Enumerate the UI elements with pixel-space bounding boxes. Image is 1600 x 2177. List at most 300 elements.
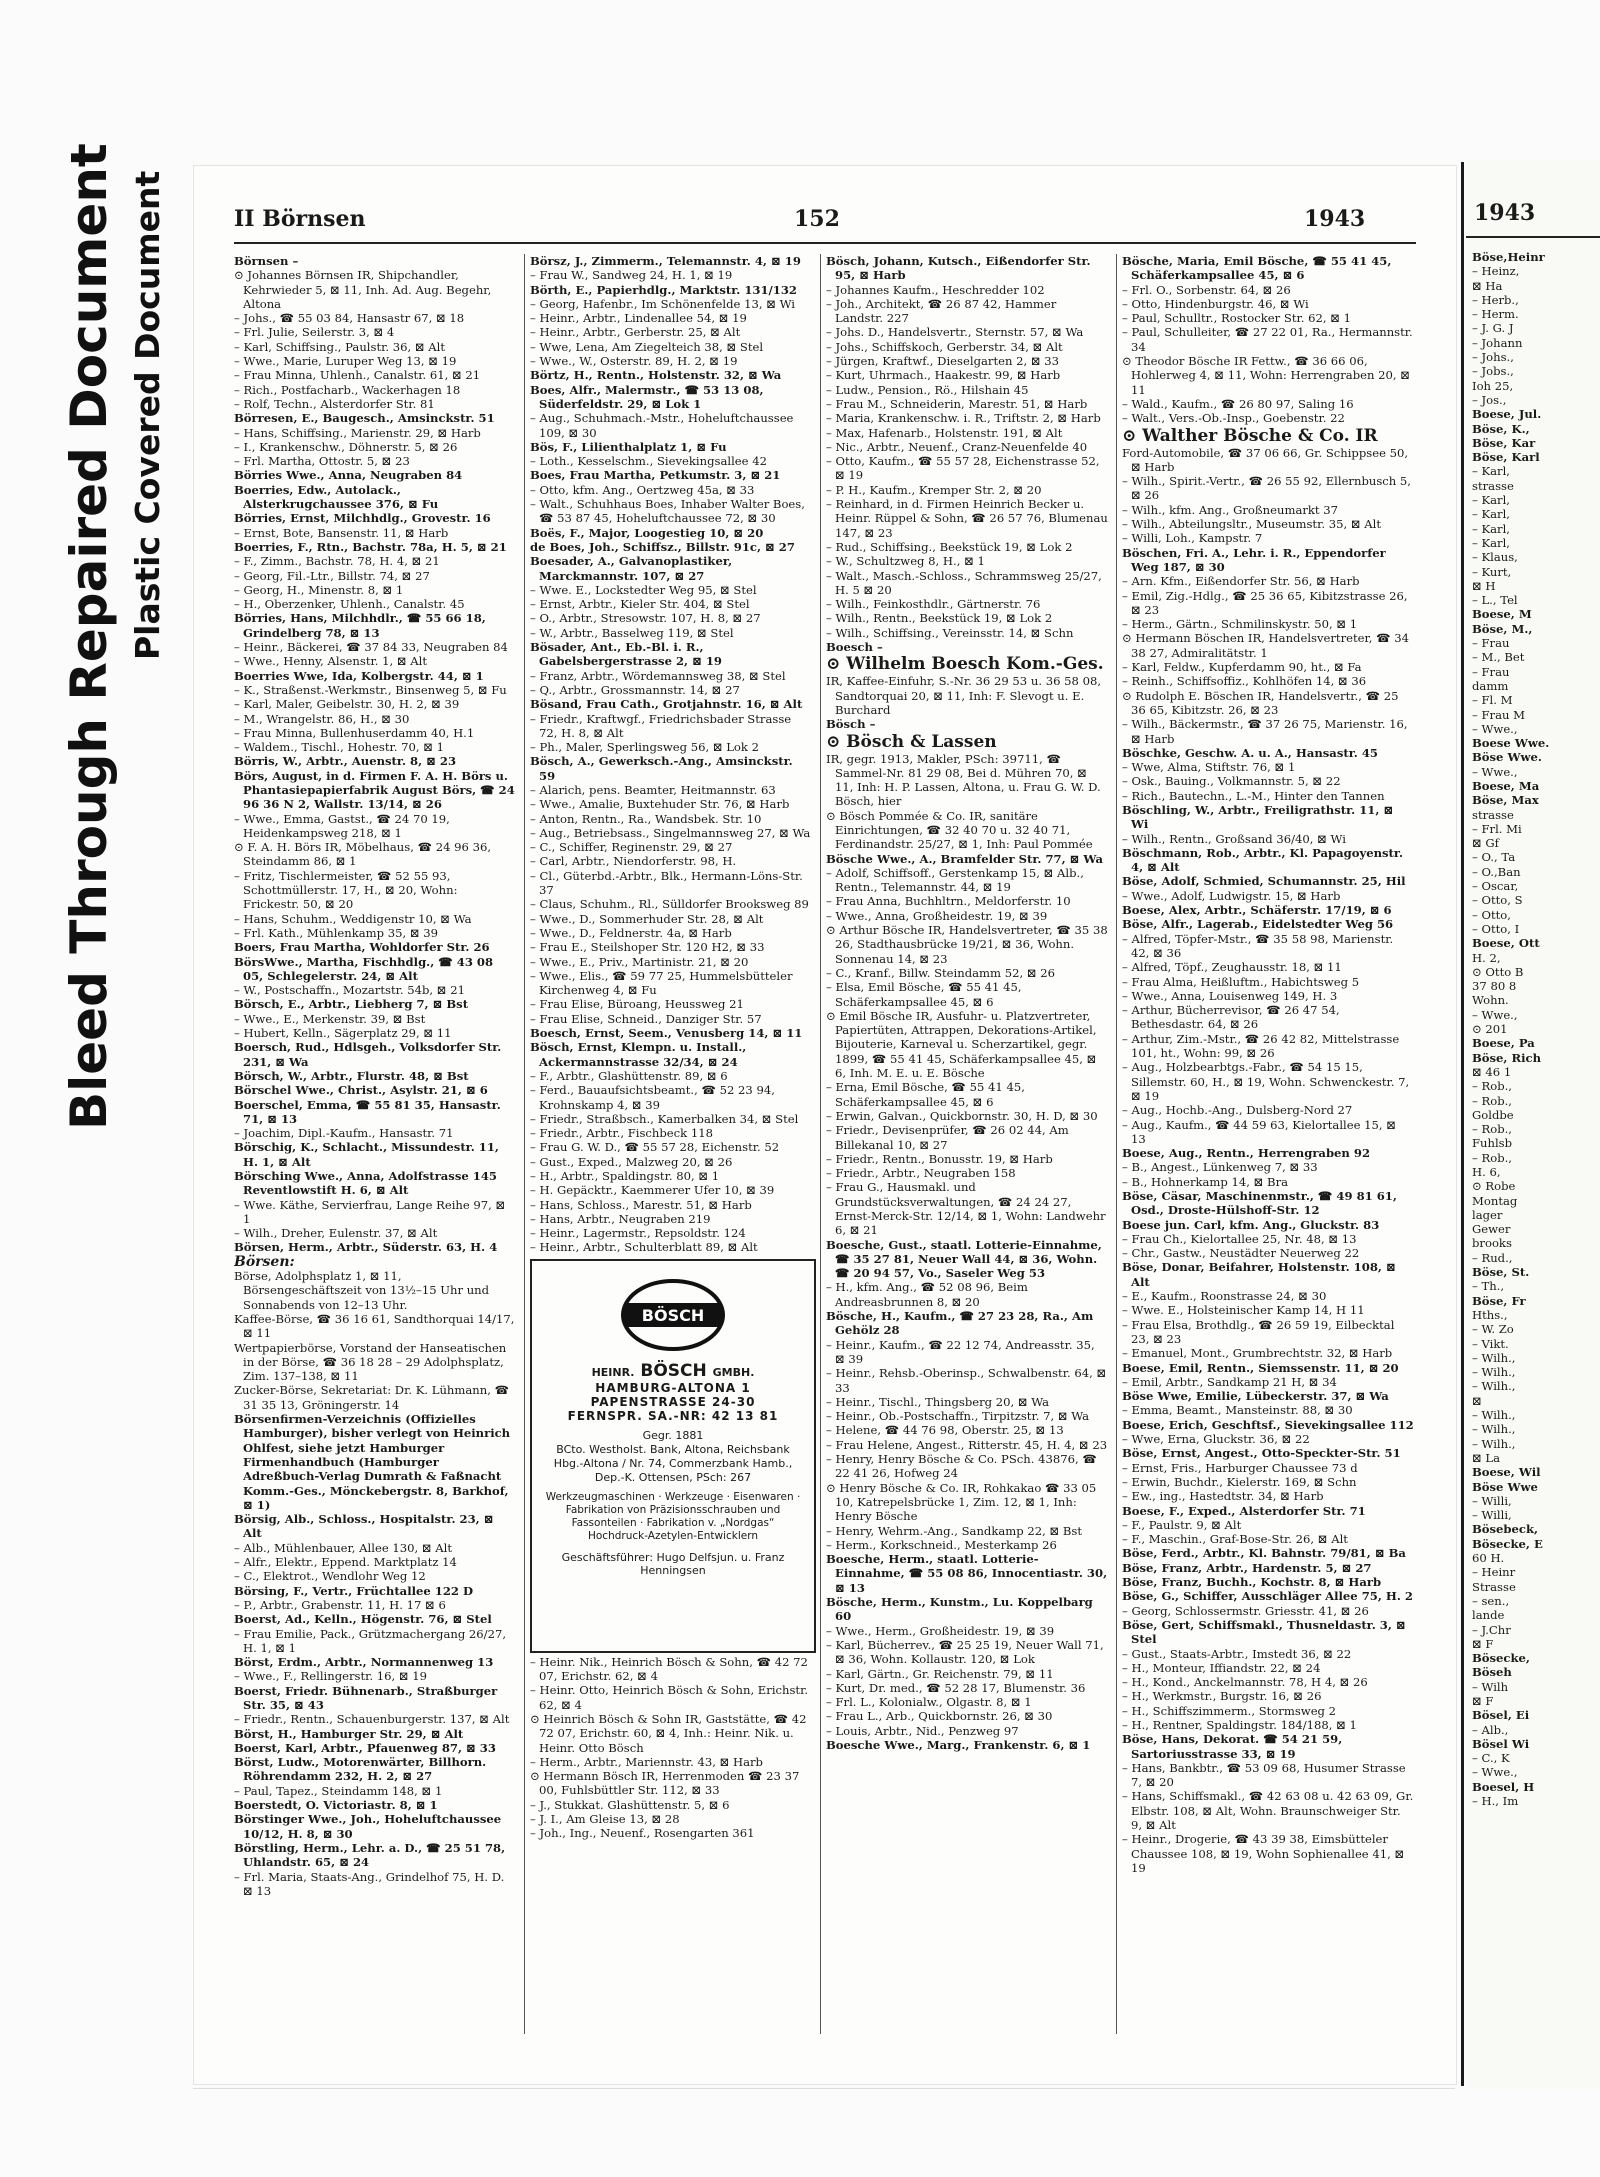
directory-entry: – Ludw., Pension., Rö., Hilshain 45 [826, 382, 1029, 397]
adjacent-entry: – C., K [1472, 1751, 1510, 1766]
directory-entry: – H., kfm. Ang., ☎ 52 08 96, Beim Andreasbrunnen 8, ⊠ 20 [826, 1280, 1028, 1309]
directory-entry: – Wwe, Erna, Gluckstr. 36, ⊠ 22 [1122, 1432, 1310, 1447]
adjacent-entry: Böse Wwe [1472, 1479, 1538, 1494]
directory-entry: – H., Oberzenker, Uhlenh., Canalstr. 45 [234, 597, 465, 612]
directory-entry: – Claus, Schuhm., Rl., Sülldorfer Brooksweg 89 [530, 897, 809, 912]
directory-entry: – Frau G., Hausmakl. und Grundstücksverwaltungen, ☎ 24 24 27, Ernst-Merck-Str. 12/14, ⊠ 1, Wohn: Landwehr 6, ⊠ 21 [826, 1180, 1106, 1238]
adjacent-entry: – Frau M [1472, 707, 1526, 722]
directory-entry: Bösch – [826, 717, 876, 732]
directory-entry: – Heinr. Otto, Heinrich Bösch & Sohn, Erichstr. 62, ⊠ 4 [530, 1683, 809, 1712]
directory-entry: ⊙ Hermann Bösch IR, Herrenmoden ☎ 23 37 00, Fuhlsbüttler Str. 112, ⊠ 33 [530, 1769, 800, 1798]
adjacent-entry: – Vikt. [1472, 1336, 1509, 1351]
directory-entry: – P. H., Kaufm., Kremper Str. 2, ⊠ 20 [826, 482, 1042, 497]
directory-entry: – Wwe, Lena, Am Ziegelteich 38, ⊠ Stel [530, 339, 764, 354]
adjacent-entry: – Otto, S [1472, 893, 1523, 908]
directory-entry: – Ernst, Fris., Harburger Chaussee 73 d [1122, 1460, 1358, 1475]
directory-entry: Börnsen – [234, 254, 299, 268]
adjacent-entry: – Klaus, [1472, 550, 1518, 565]
directory-entry: – C., Schiffer, Reginenstr. 29, ⊠ 27 [530, 840, 733, 855]
directory-entry: – Emil, Arbtr., Sandkamp 21 H, ⊠ 34 [1122, 1374, 1337, 1389]
directory-entry: – Friedr., Arbtr., Neugraben 158 [826, 1166, 1016, 1181]
directory-entry: ⊙ Arthur Bösche IR, Handelsvertreter, ☎ 35 38 26, Stadthausbrücke 19/21, ⊠ 36, Wohn. Sonnenau 14, ⊠ 23 [826, 923, 1108, 966]
directory-entry: – Chr., Gastw., Neustädter Neuerweg 22 [1122, 1246, 1360, 1261]
directory-entry: – Reinh., Schiffsoffiz., Kohlhöfen 14, ⊠ 36 [1122, 674, 1367, 689]
directory-entry: – Friedr., Arbtr., Fischbeck 118 [530, 1126, 713, 1141]
directory-entry: – H., Kond., Anckelmannstr. 78, H 4, ⊠ 26 [1122, 1675, 1368, 1690]
adjacent-entry: Boese Wwe. [1472, 736, 1550, 751]
directory-entry: Börs, August, in d. Firmen F. A. H. Börs u. Phantasiepapierfabrik August Börs, ☎ 24 96 36 N 2, Wallstr. 13/14, ⊠ 26 [234, 768, 515, 812]
directory-entry: – E., Kaufm., Roonstrasse 24, ⊠ 30 [1122, 1289, 1327, 1304]
adjacent-entry: Wohn. [1472, 993, 1509, 1008]
directory-entry: – Osk., Bauing., Volkmannstr. 5, ⊠ 22 [1122, 774, 1341, 789]
adjacent-entry: – Kurt, [1472, 564, 1512, 579]
directory-entry: ⊙ Wilhelm Boesch Kom.-Ges. [826, 654, 1104, 675]
directory-entry: – Frau G. W. D., ☎ 55 57 28, Eichenstr. 52 [530, 1140, 780, 1155]
directory-entry: – H., Rentner, Spaldingstr. 184/188, ⊠ 1 [1122, 1717, 1357, 1732]
directory-entry: – Gust., Staats-Arbtr., Imstedt 36, ⊠ 22 [1122, 1646, 1352, 1661]
bottom-edge [193, 2088, 1455, 2089]
directory-entry: IR, Kaffee-Einfuhr, S.-Nr. 36 29 53 u. 36 58 08, Sandtorquai 20, ⊠ 11, Inh: F. Slevogt u. E. Burchard [826, 674, 1102, 717]
directory-entry: – Erwin, Galvan., Quickbornstr. 30, H. D, ⊠ 30 [826, 1108, 1098, 1123]
directory-entry: – Wwe., Marie, Luruper Weg 13, ⊠ 19 [234, 354, 457, 369]
directory-entry: – Frau Anna, Buchhltrn., Meldorferstr. 10 [826, 894, 1071, 909]
adjacent-entry: – Rob., [1472, 1122, 1512, 1137]
directory-entry: – F., Arbtr., Glashüttenstr. 89, ⊠ 6 [530, 1068, 728, 1083]
adjacent-entry: – O., Ta [1472, 850, 1516, 865]
directory-entry: – Wilh., kfm. Ang., Großneumarkt 37 [1122, 502, 1339, 517]
adjacent-entry: – Johann [1472, 335, 1523, 350]
directory-entry: – Frl. Maria, Staats-Ang., Grindelhof 75, H. D. ⊠ 13 [234, 1869, 505, 1898]
directory-entry: – Joachim, Dipl.-Kaufm., Hansastr. 71 [234, 1126, 454, 1141]
directory-entry: – Rich., Bautechn., L.-M., Hinter den Tannen [1122, 788, 1385, 803]
directory-entry: Böse, Franz, Arbtr., Hardenstr. 5, ⊠ 27 [1122, 1560, 1372, 1575]
directory-entry: Böschke, Geschw. A. u. A., Hansastr. 45 [1122, 745, 1378, 760]
ad-products: Werkzeugmaschinen · Werkzeuge · Eisenwaren · Fabrikation von Präzisionsschrauben und Fassonteilen · Fabrikation v. „Nordgas“ Hochdruck-Azetylen-Entwicklern [545, 1491, 801, 1542]
adjacent-entry: Gewer [1472, 1222, 1511, 1237]
directory-entry: Börsig, Alb., Schloss., Hospitalstr. 23, ⊠ Alt [234, 1512, 494, 1541]
directory-entry: – Joh., Architekt, ☎ 26 87 42, Hammer Landstr. 227 [826, 296, 1057, 326]
directory-entry: – Willi, Loh., Kampstr. 7 [1122, 531, 1263, 546]
adjacent-entry: – Rob., [1472, 1093, 1512, 1108]
directory-entry: – Karl, Gärtn., Gr. Reichenstr. 79, ⊠ 11 [826, 1666, 1054, 1681]
adjacent-entry: Böse, Fr [1472, 1293, 1526, 1308]
plastic-covered-label: Plastic Covered Document [128, 170, 167, 660]
adjacent-entry: H. 6, [1472, 1165, 1501, 1179]
directory-entry: – Johs., ☎ 55 03 84, Hansastr 67, ⊠ 18 [234, 311, 465, 326]
directory-entry: – Wwe., Emma, Gastst., ☎ 24 70 19, Heidenkampsweg 218, ⊠ 1 [234, 811, 450, 840]
adjacent-entry: – Johs., [1472, 350, 1514, 365]
adjacent-header-rule [1466, 236, 1600, 238]
adjacent-entry: Fuhlsb [1472, 1136, 1513, 1151]
directory-entry: – Frau Minna, Bullenhuserdamm 40, H.1 [234, 725, 475, 740]
adjacent-entry: – Rud., [1472, 1250, 1513, 1265]
directory-entry: Boës, F., Major, Loogestieg 10, ⊠ 20 [530, 525, 764, 540]
directory-entry: – Walt., Schuhhaus Boes, Inhaber Walter Boes, ☎ 53 87 45, Hoheluftchaussee 72, ⊠ 30 [530, 497, 805, 526]
directory-entry: – Wwe. E., Holsteinischer Kamp 14, H 11 [1122, 1303, 1365, 1318]
adjacent-entry: Bösecke, [1472, 1651, 1530, 1666]
adjacent-entry: – Th., [1472, 1279, 1505, 1294]
adjacent-entry: – Wilh., [1472, 1379, 1516, 1394]
adjacent-entry: – O.,Ban [1472, 864, 1521, 879]
directory-entry: – H. Gepäcktr., Kaemmerer Ufer 10, ⊠ 39 [530, 1183, 775, 1198]
adjacent-entry: ⊠ 46 1 [1472, 1064, 1512, 1079]
directory-entry: – Ew., ing., Hastedtstr. 34, ⊠ Harb [1122, 1489, 1324, 1504]
directory-entry: – Heinr., Drogerie, ☎ 43 39 38, Eimsbütteler Chaussee 108, ⊠ 19, Wohn Sophienallee 41, ⊠ 19 [1122, 1832, 1405, 1875]
directory-entry: – Erwin, Buchdr., Kielerstr. 169, ⊠ Schn [1122, 1474, 1357, 1489]
adjacent-entry: – Oscar, [1472, 879, 1519, 894]
directory-entry: – Kurt, Dr. med., ☎ 52 28 17, Blumenstr. 36 [826, 1680, 1086, 1695]
adjacent-entry: – Frl. Mi [1472, 821, 1522, 836]
directory-entry: – C., Elektrot., Wendlohr Weg 12 [234, 1569, 426, 1584]
directory-entry: ⊙ Johannes Börnsen IR, Shipchandler, Kehrwieder 5, ⊠ 11, Inh. Ad. Aug. Begehr, Altona [234, 268, 492, 311]
directory-entry: Börschel Wwe., Christ., Asylstr. 21, ⊠ 6 [234, 1083, 488, 1098]
directory-entry: – Hans, Bankbtr., ☎ 53 09 68, Husumer Strasse 7, ⊠ 20 [1122, 1760, 1406, 1790]
directory-entry: – H., Schiffszimmerm., Stormsweg 2 [1122, 1703, 1337, 1718]
adjacent-entry: – Wwe., [1472, 1765, 1518, 1780]
directory-entry: – Wilh., Dreher, Eulenstr. 37, ⊠ Alt [234, 1226, 438, 1241]
adjacent-entry: – Willi, [1472, 1493, 1512, 1508]
directory-entry: – Heinr., Lagermstr., Repsoldstr. 124 [530, 1226, 746, 1241]
directory-entry: – Wwe., Amalie, Buxtehuder Str. 76, ⊠ Harb [530, 797, 790, 812]
adjacent-page-column [1472, 250, 1600, 2040]
directory-entry: Böse, Ferd., Arbtr., Kl. Bahnstr. 79/81, ⊠ Ba [1122, 1546, 1406, 1561]
adjacent-entry: Böse, Rich [1472, 1050, 1542, 1065]
directory-entry: – Maria, Krankenschw. i. R., Triftstr. 2, ⊠ Harb [826, 411, 1101, 426]
directory-entry: – Rud., Schiffsing., Beekstück 19, ⊠ Lok 2 [826, 539, 1073, 554]
bosch-logo [618, 1275, 728, 1355]
directory-entry: – Wwe., W., Osterstr. 89, H. 2, ⊠ 19 [530, 354, 738, 369]
directory-entry: – Aug., Betriebsass., Singelmannsweg 27, ⊠ Wa [530, 825, 811, 840]
directory-entry: Boesche Wwe., Marg., Frankenstr. 6, ⊠ 1 [826, 1737, 1091, 1752]
directory-entry: – Johs. D., Handelsvertr., Sternstr. 57, ⊠ Wa [826, 325, 1084, 340]
adjacent-entry: – Karl, [1472, 507, 1510, 522]
adjacent-entry: ⊠ F [1472, 1636, 1494, 1651]
logo-text: BÖSCH [641, 1306, 705, 1325]
directory-entry: Boesch, Ernst, Seem., Venusberg 14, ⊠ 11 [530, 1026, 803, 1041]
adjacent-entry: – Wwe., [1472, 721, 1518, 736]
ad-bank: BCto. Westholst. Bank, Altona, Reichsbank Hbg.-Altona / Nr. 74, Commerzbank Hamb., Dep.-K. Ottensen, PSch: 267 [553, 1443, 793, 1484]
directory-entry: Börst, Erdm., Arbtr., Normannenweg 13 [234, 1655, 494, 1670]
directory-entry: – Wwe., Elis., ☎ 59 77 25, Hummelsbütteler Kirchenweg 4, ⊠ Fu [530, 968, 793, 998]
adjacent-entry: – Frau [1472, 636, 1510, 651]
directory-entry: – P., Arbtr., Grabenstr. 11, H. 17 ⊠ 6 [234, 1597, 446, 1612]
adjacent-entry: ⊠ Gf [1472, 836, 1499, 851]
directory-entry: – Frl. Julie, Seilerstr. 3, ⊠ 4 [234, 325, 395, 340]
directory-entry: – Paul, Schulleiter, ☎ 27 22 01, Ra., Hermannstr. 34 [1122, 325, 1413, 354]
directory-entry: Bösch, Ernst, Klempn. u. Install., Ackermannstrasse 32/34, ⊠ 24 [530, 1040, 747, 1069]
directory-entry: Böse, Donar, Beifahrer, Holstenstr. 108, ⊠ Alt [1122, 1260, 1396, 1289]
column-3 [826, 254, 1108, 2044]
adjacent-entry: strasse [1472, 478, 1514, 493]
directory-entry: – W., Arbtr., Basselweg 119, ⊠ Stel [530, 625, 734, 640]
column-4 [1122, 254, 1414, 2044]
adjacent-entry: – Otto, I [1472, 921, 1520, 936]
header-rule [234, 242, 1416, 244]
adjacent-entry: Böse, K., [1472, 421, 1530, 436]
adjacent-entry: Boesel, H [1472, 1779, 1535, 1794]
directory-entry: BörsWwe., Martha, Fischhdlg., ☎ 43 08 05, Schlegelerstr. 24, ⊠ Alt [234, 954, 494, 983]
directory-entry: – Alb., Mühlenbauer, Allee 130, ⊠ Alt [234, 1540, 453, 1555]
adjacent-entry: ⊠ La [1472, 1450, 1501, 1465]
directory-entry: ⊙ Bösch Pommée & Co. IR, sanitäre Einrichtungen, ☎ 32 40 70 u. 32 40 71, Ferdinandstr. 25/27, ⊠ 1, Inh: Paul Pommée [826, 808, 1093, 852]
adjacent-entry: Ioh 25, [1472, 378, 1514, 393]
directory-entry: – Elsa, Emil Bösche, ☎ 55 41 45, Schäferkampsallee 45, ⊠ 6 [826, 980, 1022, 1009]
adjacent-entry: Boese, Ma [1472, 778, 1540, 793]
page-gutter [1461, 162, 1464, 2086]
directory-entry: – Heinr., Rehsb.-Oberinsp., Schwalbenstr. 64, ⊠ 33 [826, 1366, 1107, 1395]
directory-entry: Börse, Adolphsplatz 1, ⊠ 11, Börsengeschäftszeit von 13½–15 Uhr und Sonnabends von 12–13 Uhr. [234, 1269, 490, 1312]
directory-entry: – Erna, Emil Bösche, ☎ 55 41 45, Schäferkampsallee 45, ⊠ 6 [826, 1080, 1025, 1109]
directory-entry: Boes, Frau Martha, Petkumstr. 3, ⊠ 21 [530, 468, 781, 483]
adjacent-entry: – Karl, [1472, 464, 1510, 479]
directory-entry: – Frau E., Steilshoper Str. 120 H2, ⊠ 33 [530, 940, 765, 955]
directory-entry: – Q., Arbtr., Grossmannstr. 14, ⊠ 27 [530, 682, 740, 697]
adjacent-entry: Boese, Pa [1472, 1036, 1535, 1051]
page-number: 152 [794, 206, 840, 232]
directory-entry: Boerstedt, O. Victoriastr. 8, ⊠ 1 [234, 1798, 438, 1813]
directory-entry: – Rich., Postfacharb., Wackerhagen 18 [234, 382, 461, 397]
adjacent-entry: Böse, Max [1472, 793, 1539, 808]
directory-entry: Bösche, H., Kaufm., ☎ 27 23 28, Ra., Am Gehölz 28 [826, 1309, 1094, 1338]
ad-firm-name: BÖSCH [640, 1361, 707, 1381]
adjacent-entry: – Karl, [1472, 535, 1510, 550]
directory-entry: – H., Arbtr., Spaldingstr. 80, ⊠ 1 [530, 1169, 720, 1183]
directory-entry: – Walt., Masch.-Schloss., Schrammsweg 25/27, H. 5 ⊠ 20 [826, 568, 1102, 597]
directory-entry: – Frl. Martha, Ottostr. 5, ⊠ 23 [234, 454, 410, 469]
directory-entry: – Frau Ch., Kielortallee 25, Nr. 48, ⊠ 13 [1122, 1231, 1357, 1246]
directory-entry: – Aug., Hochb.-Ang., Dulsberg-Nord 27 [1122, 1103, 1353, 1118]
directory-entry: – Kurt, Uhrmach., Haakestr. 99, ⊠ Harb [826, 368, 1061, 383]
directory-entry: – Georg, Fil.-Ltr., Billstr. 74, ⊠ 27 [234, 568, 430, 583]
directory-entry: Börsch, W., Arbtr., Flurstr. 48, ⊠ Bst [234, 1068, 469, 1083]
directory-entry: – H., Werkmstr., Burgstr. 16, ⊠ 26 [1122, 1689, 1322, 1704]
directory-entry: Börtz, H., Rentn., Holstenstr. 32, ⊠ Wa [530, 368, 782, 383]
directory-entry: – Wilh., Spirit.-Vertr., ☎ 26 55 92, Ellernbusch 5, ⊠ 26 [1122, 474, 1411, 503]
directory-entry: – Wilh., Feinkosthdlr., Gärtnerstr. 76 [826, 597, 1041, 612]
directory-entry: – Karl, Maler, Geibelstr. 30, H. 2, ⊠ 39 [234, 697, 460, 712]
adjacent-page [1466, 160, 1600, 2088]
directory-entry: Bösch, Johann, Kutsch., Eißendorfer Str. 95, ⊠ Harb [826, 254, 1091, 283]
directory-entry: Ford-Automobile, ☎ 37 06 66, Gr. Schippsee 50, ⊠ Harb [1122, 445, 1409, 474]
directory-entry: Boerschel, Emma, ☎ 55 81 35, Hansastr. 71, ⊠ 13 [234, 1097, 501, 1126]
directory-entry: Zucker-Börse, Sekretariat: Dr. K. Lühmann, ☎ 31 35 13, Gröningerstr. 14 [234, 1383, 510, 1412]
directory-entry: Börris, W., Arbtr., Auenstr. 8, ⊠ 23 [234, 754, 457, 769]
directory-entry: – Paul, Schulltr., Rostocker Str. 62, ⊠ 1 [1122, 311, 1352, 326]
directory-entry: – Otto, Kaufm., ☎ 55 57 28, Eichenstrasse 52, ⊠ 19 [826, 454, 1100, 483]
directory-entry: – Joh., Ing., Neuenf., Rosengarten 361 [530, 1826, 755, 1841]
directory-entry: – Hubert, Kelln., Sägerplatz 29, ⊠ 11 [234, 1026, 452, 1041]
adjacent-entry: Böse Wwe. [1472, 750, 1542, 765]
adjacent-entry: Strasse [1472, 1579, 1516, 1594]
adjacent-entry: damm [1472, 678, 1509, 693]
adjacent-entry: Böse, Kar [1472, 435, 1536, 450]
directory-entry: – Hans, Schiffsing., Marienstr. 29, ⊠ Harb [234, 425, 481, 440]
directory-entry: Böse, Ernst, Angest., Otto-Speckter-Str. 51 [1122, 1446, 1401, 1461]
adjacent-entry: – Rob., [1472, 1150, 1512, 1165]
directory-entry: – Frau M., Schneiderin, Marestr. 51, ⊠ Harb [826, 396, 1088, 411]
directory-entry: Boese jun. Carl, kfm. Ang., Gluckstr. 83 [1122, 1217, 1380, 1232]
page-header-left: II Börnsen [234, 206, 366, 232]
directory-entry: – Heinr. Nik., Heinrich Bösch & Sohn, ☎ 42 72 07, Erichstr. 62, ⊠ 4 [530, 1654, 808, 1684]
directory-entry: – Alfred, Töpf., Zeughausstr. 18, ⊠ 11 [1122, 960, 1342, 975]
adjacent-entry: – W. Zo [1472, 1322, 1514, 1337]
directory-entry: – Helene, ☎ 44 76 98, Oberstr. 25, ⊠ 13 [826, 1423, 1064, 1438]
adjacent-entry: ⊙ 201 [1472, 1022, 1508, 1037]
adjacent-entry: – Wwe., [1472, 764, 1518, 779]
column-2 [530, 254, 812, 2044]
directory-entry: – Otto, kfm. Ang., Oertzweg 45a, ⊠ 33 [530, 482, 755, 497]
directory-entry: – J., Stukkat. Glashüttenstr. 5, ⊠ 6 [530, 1797, 730, 1812]
directory-entry: – Wwe., D., Sommerhuder Str. 28, ⊠ Alt [530, 911, 764, 926]
directory-entry: – Frau Emilie, Pack., Grützmachergang 26/27, H. 1, ⊠ 1 [234, 1626, 507, 1655]
adjacent-entry: ⊠ F [1472, 1693, 1494, 1708]
column-1 [234, 254, 516, 2044]
directory-entry: – Emil, Zig.-Hdlg., ☎ 25 36 65, Kibitzstrasse 26, ⊠ 23 [1122, 588, 1408, 617]
directory-entry: Böse, Adolf, Schmied, Schumannstr. 25, Hil [1122, 874, 1406, 889]
directory-page [193, 165, 1457, 2085]
ad-managers: Geschäftsführer: Hugo Delfsjun. u. Franz Henningsen [561, 1551, 785, 1577]
directory-entry: ⊙ Bösch & Lassen [826, 731, 997, 752]
directory-entry: – Emma, Beamt., Mansteinstr. 88, ⊠ 30 [1122, 1403, 1353, 1418]
directory-entry: – Karl, Schiffsing., Paulstr. 36, ⊠ Alt [234, 339, 446, 354]
adjacent-page-year: 1943 [1474, 200, 1536, 226]
adjacent-entry: – M., Bet [1472, 650, 1525, 665]
directory-entry: – Carl, Arbtr., Niendorferstr. 98, H. [530, 854, 737, 869]
ad-street: PAPENSTRASSE 24-30 [590, 1395, 756, 1409]
directory-entry: – Heinr., Arbtr., Lindenallee 54, ⊠ 19 [530, 311, 747, 326]
directory-entry: Bösche, Herm., Kunstm., Lu. Koppelbarg 60 [826, 1595, 1093, 1624]
directory-entry: – Aug., Schuhmach.-Mstr., Hoheluftchaussee 109, ⊠ 30 [530, 411, 794, 440]
directory-entry: – Georg, H., Minenstr. 8, ⊠ 1 [234, 582, 404, 597]
adjacent-entry: Bösel Wi [1472, 1736, 1530, 1751]
directory-entry: Boerries, Edw., Autolack., Alsterkrugchaussee 376, ⊠ Fu [234, 482, 439, 512]
directory-entry: – Georg, Hafenbr., Im Schönenfelde 13, ⊠ Wi [530, 296, 796, 311]
directory-entry: Böschen, Fri. A., Lehr. i. R., Eppendorfer Weg 187, ⊠ 30 [1122, 545, 1386, 574]
directory-entry: – C., Kranf., Billw. Steindamm 52, ⊠ 26 [826, 965, 1055, 980]
directory-entry: Börst, H., Hamburger Str. 29, ⊠ Alt [234, 1726, 464, 1741]
directory-entry: – F., Maschin., Graf-Bose-Str. 26, ⊠ Alt [1122, 1532, 1348, 1547]
directory-entry: – Ferd., Bauaufsichtsbeamt., ☎ 52 23 94, Krohnskamp 4, ⊠ 39 [530, 1083, 775, 1112]
page-year: 1943 [1304, 206, 1366, 232]
adjacent-entry: – Fl. M [1472, 693, 1513, 708]
adjacent-entry: – Jobs., [1472, 364, 1514, 379]
directory-entry: – Heinr., Bäckerei, ☎ 37 84 33, Neugraben 84 [234, 640, 508, 655]
bleed-through-label: Bleed Through Repaired Document [60, 143, 118, 1130]
directory-entry: Bösader, Ant., Eb.-Bl. i. R., Gabelsbergerstrasse 2, ⊠ 19 [530, 640, 723, 669]
adjacent-entry: Bösel, Ei [1472, 1708, 1530, 1723]
bosch-advertisement [530, 1259, 816, 1653]
directory-entry: – W., Postschaffn., Mozartstr. 54b, ⊠ 21 [234, 983, 465, 998]
directory-entry: – Frau Minna, Uhlenh., Canalstr. 61, ⊠ 21 [234, 368, 481, 383]
directory-entry: Böse Wwe, Emilie, Lübeckerstr. 37, ⊠ Wa [1122, 1389, 1389, 1404]
adjacent-entry: Böse, Karl [1472, 450, 1540, 465]
directory-entry: – Arthur, Zim.-Mstr., ☎ 26 42 82, Mittelstrasse 101, ht., Wohn: 99, ⊠ 26 [1122, 1031, 1400, 1061]
directory-entry: Boerst, Ad., Kelln., Högenstr. 76, ⊠ Stel [234, 1612, 492, 1627]
adjacent-entry: – Wilh [1472, 1679, 1509, 1694]
directory-entry: ⊙ Henry Bösche & Co. IR, Rohkakao ☎ 33 05 10, Katrepelsbrücke 1, Zim. 12, ⊠ 1, Inh: Henry Bösche [826, 1480, 1097, 1524]
adjacent-entry: Bösebeck, [1472, 1522, 1539, 1537]
directory-entry: de Boes, Joh., Schiffsz., Billstr. 91c, ⊠ 27 [530, 539, 795, 554]
directory-entry: – Wwe., Anna, Louisenweg 149, H. 3 [1122, 988, 1338, 1003]
directory-entry: Bösche Wwe., A., Bramfelder Str. 77, ⊠ Wa [826, 851, 1103, 866]
directory-entry: Böse, Gert, Schiffsmakl., Thusneldastr. 3, ⊠ Stel [1122, 1617, 1406, 1647]
directory-entry: – Heinr., Kaufm., ☎ 22 12 74, Andreasstr. 35, ⊠ 39 [826, 1337, 1095, 1366]
ad-city: HAMBURG-ALTONA 1 [595, 1381, 751, 1395]
directory-entry: – Wwe., E., Priv., Martinistr. 21, ⊠ 20 [530, 954, 749, 969]
directory-entry: Bösche, Maria, Emil Bösche, ☎ 55 41 45, Schäferkampsallee 45, ⊠ 6 [1122, 254, 1392, 283]
directory-entry: Boese, Alex, Arbtr., Schäferstr. 17/19, ⊠ 6 [1122, 903, 1392, 918]
directory-entry: – Wwe, Alma, Stiftstr. 76, ⊠ 1 [1122, 760, 1296, 775]
directory-entry: – Frau Elise, Büroang, Heussweg 21 [530, 997, 744, 1012]
directory-entry: – M., Wrangelstr. 86, H., ⊠ 30 [234, 711, 410, 726]
directory-entry: – Johannes Kaufm., Heschredder 102 [826, 282, 1045, 297]
directory-entry: – Rolf, Techn., Alsterdorfer Str. 81 [234, 396, 435, 411]
directory-entry: Boesche, Herm., staatl. Lotterie-Einnahme, ☎ 55 08 86, Innocentiastr. 30, ⊠ 13 [826, 1552, 1108, 1595]
directory-entry: Böse, Franz, Buchh., Kochstr. 8, ⊠ Harb [1122, 1575, 1382, 1590]
directory-entry: – Frl. Kath., Mühlenkamp 35, ⊠ 39 [234, 925, 439, 940]
adjacent-entry: Bösecke, E [1472, 1536, 1543, 1551]
directory-entry: Börries Wwe., Anna, Neugraben 84 [234, 468, 463, 483]
adjacent-entry: – L., Tel [1472, 593, 1518, 608]
directory-entry: Boese, Emil, Rentn., Siemssenstr. 11, ⊠ 20 [1122, 1360, 1399, 1375]
directory-entry: ⊙ F. A. H. Börs IR, Möbelhaus, ☎ 24 96 36, Steindamm 86, ⊠ 1 [234, 840, 492, 869]
directory-entry: Boese, F., Exped., Alsterdorfer Str. 71 [1122, 1503, 1366, 1518]
directory-entry: – Waldem., Tischl., Hohestr. 70, ⊠ 1 [234, 740, 445, 755]
directory-entry: Börstinger Wwe., Joh., Hoheluftchaussee 10/12, H. 8, ⊠ 30 [234, 1812, 502, 1841]
directory-entry: Börsing, F., Vertr., Früchtallee 122 D [234, 1583, 474, 1598]
adjacent-entry: Böse,Heinr [1472, 250, 1545, 264]
adjacent-entry: ⊙ Otto B [1472, 964, 1524, 979]
directory-entry: – Walt., Vers.-Ob.-Insp., Goebenstr. 22 [1122, 411, 1345, 426]
directory-entry: Börschig, K., Schlacht., Missundestr. 11, H. 1, ⊠ Alt [234, 1140, 499, 1169]
adjacent-entry: – Herm. [1472, 307, 1519, 322]
adjacent-entry: Boese, Jul. [1472, 407, 1542, 422]
directory-entry: – Emanuel, Mont., Grumbrechtstr. 32, ⊠ Harb [1122, 1346, 1393, 1361]
directory-entry: – Friedr., Rentn., Bonusstr. 19, ⊠ Harb [826, 1151, 1053, 1166]
bosch-logo-icon [618, 1275, 728, 1355]
adjacent-entry: ⊠ Ha [1472, 278, 1503, 293]
adjacent-entry: – Alb., [1472, 1722, 1509, 1737]
directory-entry: ⊙ Hermann Böschen IR, Handelsvertreter, ☎ 34 38 27, Admiralitätstr. 1 [1122, 631, 1410, 660]
directory-entry: Börth, E., Papierhdlg., Marktstr. 131/132 [530, 282, 797, 297]
directory-entry: – Wald., Kaufm., ☎ 26 80 97, Saling 16 [1122, 396, 1354, 411]
ad-firm [532, 1361, 814, 1381]
directory-entry: Boerst, Friedr. Bühnenarb., Straßburger Str. 35, ⊠ 43 [234, 1683, 498, 1712]
adjacent-entry: Boese, Ott [1472, 936, 1540, 951]
directory-entry: – Karl, Feldw., Kupferdamm 90, ht., ⊠ Fa [1122, 660, 1362, 675]
directory-entry: – Friedr., Straßbsch., Kamerbalken 34, ⊠ Stel [530, 1111, 799, 1126]
directory-entry: Bös, F., Lilienthalplatz 1, ⊠ Fu [530, 439, 727, 454]
adjacent-entry: strasse [1472, 807, 1514, 822]
directory-entry: ⊙ Theodor Bösche IR Fettw., ☎ 36 66 06, Hohlerweg 4, ⊠ 11, Wohn: Herrengraben 20, ⊠ 11 [1122, 354, 1410, 397]
column-divider [524, 254, 525, 2034]
directory-entry: – Reinhard, in d. Firmen Heinrich Becker u. Heinr. Rüppel & Sohn, ☎ 26 57 76, Blumenau 147, ⊠ 23 [826, 497, 1108, 540]
directory-entry: Börries, Ernst, Milchhdlg., Grovestr. 16 [234, 511, 491, 526]
directory-entry: Börst, Ludw., Motorenwärter, Billhorn. Röhrendamm 232, H. 2, ⊠ 27 [234, 1755, 487, 1784]
directory-entry: – Aug., Kaufm., ☎ 44 59 63, Kielortallee 15, ⊠ 13 [1122, 1117, 1396, 1146]
directory-entry: – Frau W., Sandweg 24, H. 1, ⊠ 19 [530, 268, 733, 283]
directory-entry: – Alfr., Elektr., Eppend. Marktplatz 14 [234, 1555, 457, 1570]
directory-entry: Boes, Alfr., Malermstr., ☎ 53 13 08, Süderfeldstr. 29, ⊠ Lok 1 [530, 382, 764, 411]
directory-entry: – Heinr., Tischl., Thingsberg 20, ⊠ Wa [826, 1394, 1050, 1409]
directory-entry: Boers, Frau Martha, Wohldorfer Str. 26 [234, 940, 490, 955]
directory-entry: – Friedr., Devisenprüfer, ☎ 26 02 44, Am Billekanal 10, ⊠ 27 [826, 1123, 1069, 1152]
directory-entry: Boesader, A., Galvanoplastiker, Marckmannstr. 107, ⊠ 27 [530, 554, 733, 583]
directory-entry: – Wilh., Schiffsing., Vereinsstr. 14, ⊠ Schn [826, 625, 1074, 640]
directory-entry: Wertpapierbörse, Vorstand der Hanseatischen in der Börse, ☎ 36 18 28 – 29 Adolphsplatz, Zim. 137–138, ⊠ 11 [234, 1340, 507, 1384]
directory-entry: Boerries Wwe, Ida, Kolbergstr. 44, ⊠ 1 [234, 668, 484, 683]
directory-entry: – Paul, Tapez., Steindamm 148, ⊠ 1 [234, 1783, 443, 1798]
